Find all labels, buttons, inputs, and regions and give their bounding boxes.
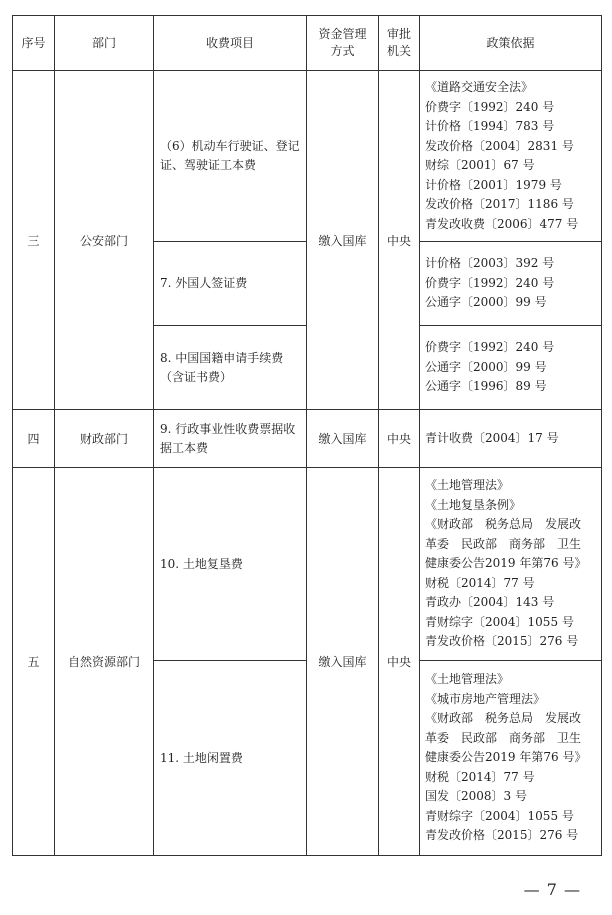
basis-line: 价费字〔1992〕240 号 [425, 275, 555, 290]
basis-line: 公通字〔2000〕99 号 [425, 359, 547, 374]
item-cell [154, 71, 307, 242]
seq-cell: 五 [13, 468, 55, 856]
basis-line: 青发改价格〔2015〕276 号 [425, 634, 579, 649]
approval-cell: 中央 [379, 71, 420, 410]
table-row [13, 468, 602, 661]
basis-line: 《道路交通安全法》 [425, 80, 534, 94]
item-cell [154, 410, 307, 468]
header-seq: 序号 [13, 16, 55, 71]
item-name: 7. 外国人签证费 [160, 276, 248, 290]
basis-line: 计价格〔1994〕783 号 [425, 119, 555, 133]
basis-line: 《财政部 税务总局 发展改 [425, 517, 582, 532]
basis-cell [420, 468, 602, 661]
basis-line: 公通字〔1996〕89 号 [425, 379, 547, 394]
basis-line: 青政办〔2004〕143 号 [425, 595, 555, 610]
basis-cell [420, 71, 602, 242]
basis-cell [420, 242, 602, 326]
basis-line: 发改价格〔2017〕1186 号 [425, 197, 574, 211]
basis-cell [420, 326, 602, 410]
dept-cell: 财政部门 [55, 410, 154, 468]
fund-mgmt-cell: 缴入国库 [307, 410, 379, 468]
basis-line: 价费字〔1992〕240 号 [425, 340, 555, 355]
header-row [13, 16, 602, 71]
header-basis: 政策依据 [420, 16, 602, 71]
basis-cell [420, 661, 602, 856]
item-cell [154, 242, 307, 326]
basis-line: 青财综字〔2004〕1055 号 [425, 614, 574, 629]
item-name: 8. 中国国籍申请手续费（含证书费） [160, 350, 284, 384]
basis-line: 《土地管理法》 [425, 478, 510, 493]
basis-line: 青发改收费〔2006〕477 号 [425, 216, 579, 231]
basis-line: 健康委公告2019 年第76 号》 [425, 556, 587, 571]
fee-table [12, 15, 602, 856]
header-approval-text: 审批机关 [386, 27, 411, 58]
basis-line: 国发〔2008〕3 号 [425, 789, 527, 804]
item-name: 11. 土地闲置费 [160, 750, 243, 765]
basis-line: 发改价格〔2004〕2831 号 [425, 138, 574, 153]
item-cell [154, 661, 307, 856]
basis-line: 财综〔2001〕67 号 [425, 158, 535, 172]
dept-cell: 自然资源部门 [55, 468, 154, 856]
basis-line: 《财政部 税务总局 发展改 [425, 711, 582, 726]
seq-cell: 三 [13, 71, 55, 410]
item-name: 10. 土地复垦费 [160, 556, 243, 571]
item-name: 9. 行政事业性收费票据收据工本费 [160, 421, 296, 455]
header-item: 收费项目 [154, 16, 307, 71]
basis-line: 财税〔2014〕77 号 [425, 575, 535, 590]
basis-line: 青发改价格〔2015〕276 号 [425, 828, 579, 843]
item-cell [154, 326, 307, 410]
basis-line: 计价格〔2001〕1979 号 [425, 177, 562, 192]
fund-mgmt-cell: 缴入国库 [307, 71, 379, 410]
seq-cell: 四 [13, 410, 55, 468]
header-dept: 部门 [55, 16, 154, 71]
approval-cell: 中央 [379, 468, 420, 856]
basis-line: 价费字〔1992〕240 号 [425, 99, 555, 114]
basis-line: 《城市房地产管理法》 [425, 691, 546, 706]
page-number: — 7 — [523, 880, 581, 899]
header-approval [379, 16, 420, 71]
fund-mgmt-cell: 缴入国库 [307, 468, 379, 856]
item-name: （6）机动车行驶证、登记证、驾驶证工本费 [160, 139, 300, 172]
table-row [13, 410, 602, 468]
table-row [13, 71, 602, 242]
basis-line: 青财综字〔2004〕1055 号 [425, 808, 574, 823]
approval-cell: 中央 [379, 410, 420, 468]
basis-line: 《土地复垦条例》 [425, 497, 522, 512]
basis-line: 革委 民政部 商务部 卫生 [425, 730, 582, 745]
basis-line: 健康委公告2019 年第76 号》 [425, 750, 587, 765]
dept-cell: 公安部门 [55, 71, 154, 410]
item-cell [154, 468, 307, 661]
basis-line: 公通字〔2000〕99 号 [425, 295, 547, 310]
basis-line: 革委 民政部 商务部 卫生 [425, 536, 582, 551]
header-fund-mgmt [307, 16, 379, 71]
basis-line: 《土地管理法》 [425, 672, 510, 687]
basis-line: 青计收费〔2004〕17 号 [425, 430, 559, 445]
basis-line: 计价格〔2003〕392 号 [425, 256, 555, 271]
basis-line: 财税〔2014〕77 号 [425, 769, 535, 784]
header-fund-mgmt-text: 资金管理方式 [318, 27, 367, 58]
basis-cell [420, 410, 602, 468]
